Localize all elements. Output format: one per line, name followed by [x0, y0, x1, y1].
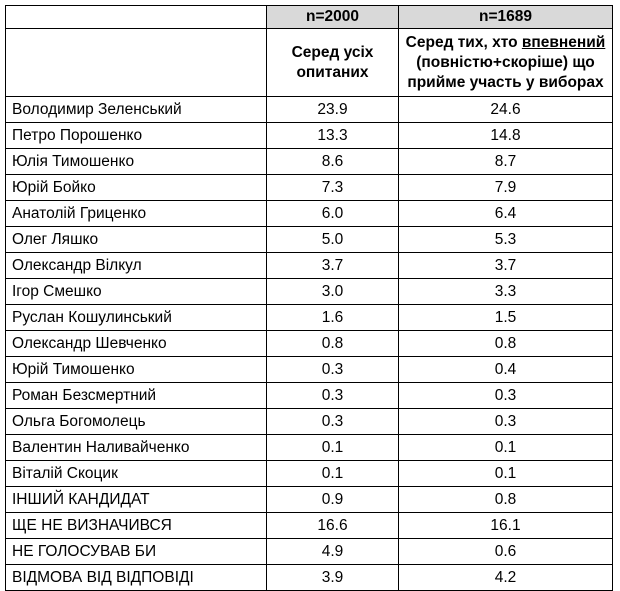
- table-row: [6, 435, 613, 461]
- candidate-name: НЕ ГОЛОСУВАВ БИ: [6, 539, 267, 565]
- value-likely-voters: 8.7: [399, 149, 613, 175]
- value-likely-voters: 0.8: [399, 331, 613, 357]
- candidate-name: ІНШИЙ КАНДИДАТ: [6, 487, 267, 513]
- candidate-name: Роман Безсмертний: [6, 383, 267, 409]
- value-all-respondents: 4.9: [267, 539, 399, 565]
- value-likely-voters: 0.3: [399, 409, 613, 435]
- value-all-respondents: 0.3: [267, 409, 399, 435]
- table-row: [6, 175, 613, 201]
- table-row: [6, 201, 613, 227]
- value-likely-voters: 14.8: [399, 123, 613, 149]
- value-all-respondents: 3.0: [267, 279, 399, 305]
- header-all-respondents: [267, 29, 399, 97]
- poll-results-table: [5, 5, 613, 591]
- header-likely-voters: [399, 29, 613, 97]
- value-all-respondents: 0.3: [267, 357, 399, 383]
- value-all-respondents: 0.8: [267, 331, 399, 357]
- table-row: [6, 513, 613, 539]
- table-row: [6, 383, 613, 409]
- candidate-name: Руслан Кошулинський: [6, 305, 267, 331]
- value-likely-voters: 16.1: [399, 513, 613, 539]
- sample-size-row: [6, 6, 613, 29]
- value-all-respondents: 0.3: [267, 383, 399, 409]
- candidate-name: Володимир Зеленський: [6, 97, 267, 123]
- value-likely-voters: 5.3: [399, 227, 613, 253]
- candidate-name: Юрій Тимошенко: [6, 357, 267, 383]
- table-row: [6, 123, 613, 149]
- value-likely-voters: 0.3: [399, 383, 613, 409]
- candidate-name: Олег Ляшко: [6, 227, 267, 253]
- table-row: [6, 409, 613, 435]
- value-likely-voters: 0.1: [399, 435, 613, 461]
- candidate-name: Анатолій Гриценко: [6, 201, 267, 227]
- table-row: [6, 331, 613, 357]
- value-likely-voters: 6.4: [399, 201, 613, 227]
- candidate-name: Юлія Тимошенко: [6, 149, 267, 175]
- value-all-respondents: 0.9: [267, 487, 399, 513]
- value-likely-voters: 0.4: [399, 357, 613, 383]
- candidate-name: ЩЕ НЕ ВИЗНАЧИВСЯ: [6, 513, 267, 539]
- value-all-respondents: 1.6: [267, 305, 399, 331]
- value-likely-voters: 7.9: [399, 175, 613, 201]
- value-likely-voters: 4.2: [399, 565, 613, 591]
- candidate-name: Віталій Скоцик: [6, 461, 267, 487]
- table-row: [6, 279, 613, 305]
- value-all-respondents: 8.6: [267, 149, 399, 175]
- candidate-name: Ольга Богомолець: [6, 409, 267, 435]
- table-row: [6, 305, 613, 331]
- value-likely-voters: 24.6: [399, 97, 613, 123]
- header-voters-prefix: Серед тих, хто: [405, 33, 522, 51]
- candidate-name: Валентин Наливайченко: [6, 435, 267, 461]
- table-row: [6, 149, 613, 175]
- value-all-respondents: 23.9: [267, 97, 399, 123]
- table-row: [6, 539, 613, 565]
- table-row: [6, 227, 613, 253]
- table-row: [6, 487, 613, 513]
- table-row: [6, 253, 613, 279]
- value-all-respondents: 3.7: [267, 253, 399, 279]
- table-row: [6, 461, 613, 487]
- header-voters-suffix: (повністю+скоріше) що прийме участь у виборах: [407, 53, 604, 91]
- sample-size-all: n=2000: [267, 6, 399, 29]
- table-row: [6, 97, 613, 123]
- candidate-name: Петро Порошенко: [6, 123, 267, 149]
- value-all-respondents: 6.0: [267, 201, 399, 227]
- candidate-name: Юрій Бойко: [6, 175, 267, 201]
- header-all-label: Серед усіх опитаних: [291, 43, 374, 81]
- sample-size-voters: n=1689: [399, 6, 613, 29]
- value-likely-voters: 0.1: [399, 461, 613, 487]
- value-all-respondents: 3.9: [267, 565, 399, 591]
- value-likely-voters: 0.8: [399, 487, 613, 513]
- header-blank-cell: [6, 29, 267, 97]
- value-likely-voters: 0.6: [399, 539, 613, 565]
- column-header-row: [6, 29, 613, 97]
- value-all-respondents: 0.1: [267, 461, 399, 487]
- value-likely-voters: 3.3: [399, 279, 613, 305]
- corner-cell: [6, 6, 267, 29]
- value-all-respondents: 13.3: [267, 123, 399, 149]
- candidate-name: Олександр Вілкул: [6, 253, 267, 279]
- value-all-respondents: 0.1: [267, 435, 399, 461]
- table-row: [6, 357, 613, 383]
- header-voters-underlined: впевнений: [521, 33, 606, 51]
- table-row: [6, 565, 613, 591]
- value-all-respondents: 7.3: [267, 175, 399, 201]
- value-all-respondents: 16.6: [267, 513, 399, 539]
- candidate-name: Олександр Шевченко: [6, 331, 267, 357]
- value-likely-voters: 3.7: [399, 253, 613, 279]
- candidate-name: Ігор Смешко: [6, 279, 267, 305]
- candidate-name: ВІДМОВА ВІД ВІДПОВІДІ: [6, 565, 267, 591]
- value-all-respondents: 5.0: [267, 227, 399, 253]
- value-likely-voters: 1.5: [399, 305, 613, 331]
